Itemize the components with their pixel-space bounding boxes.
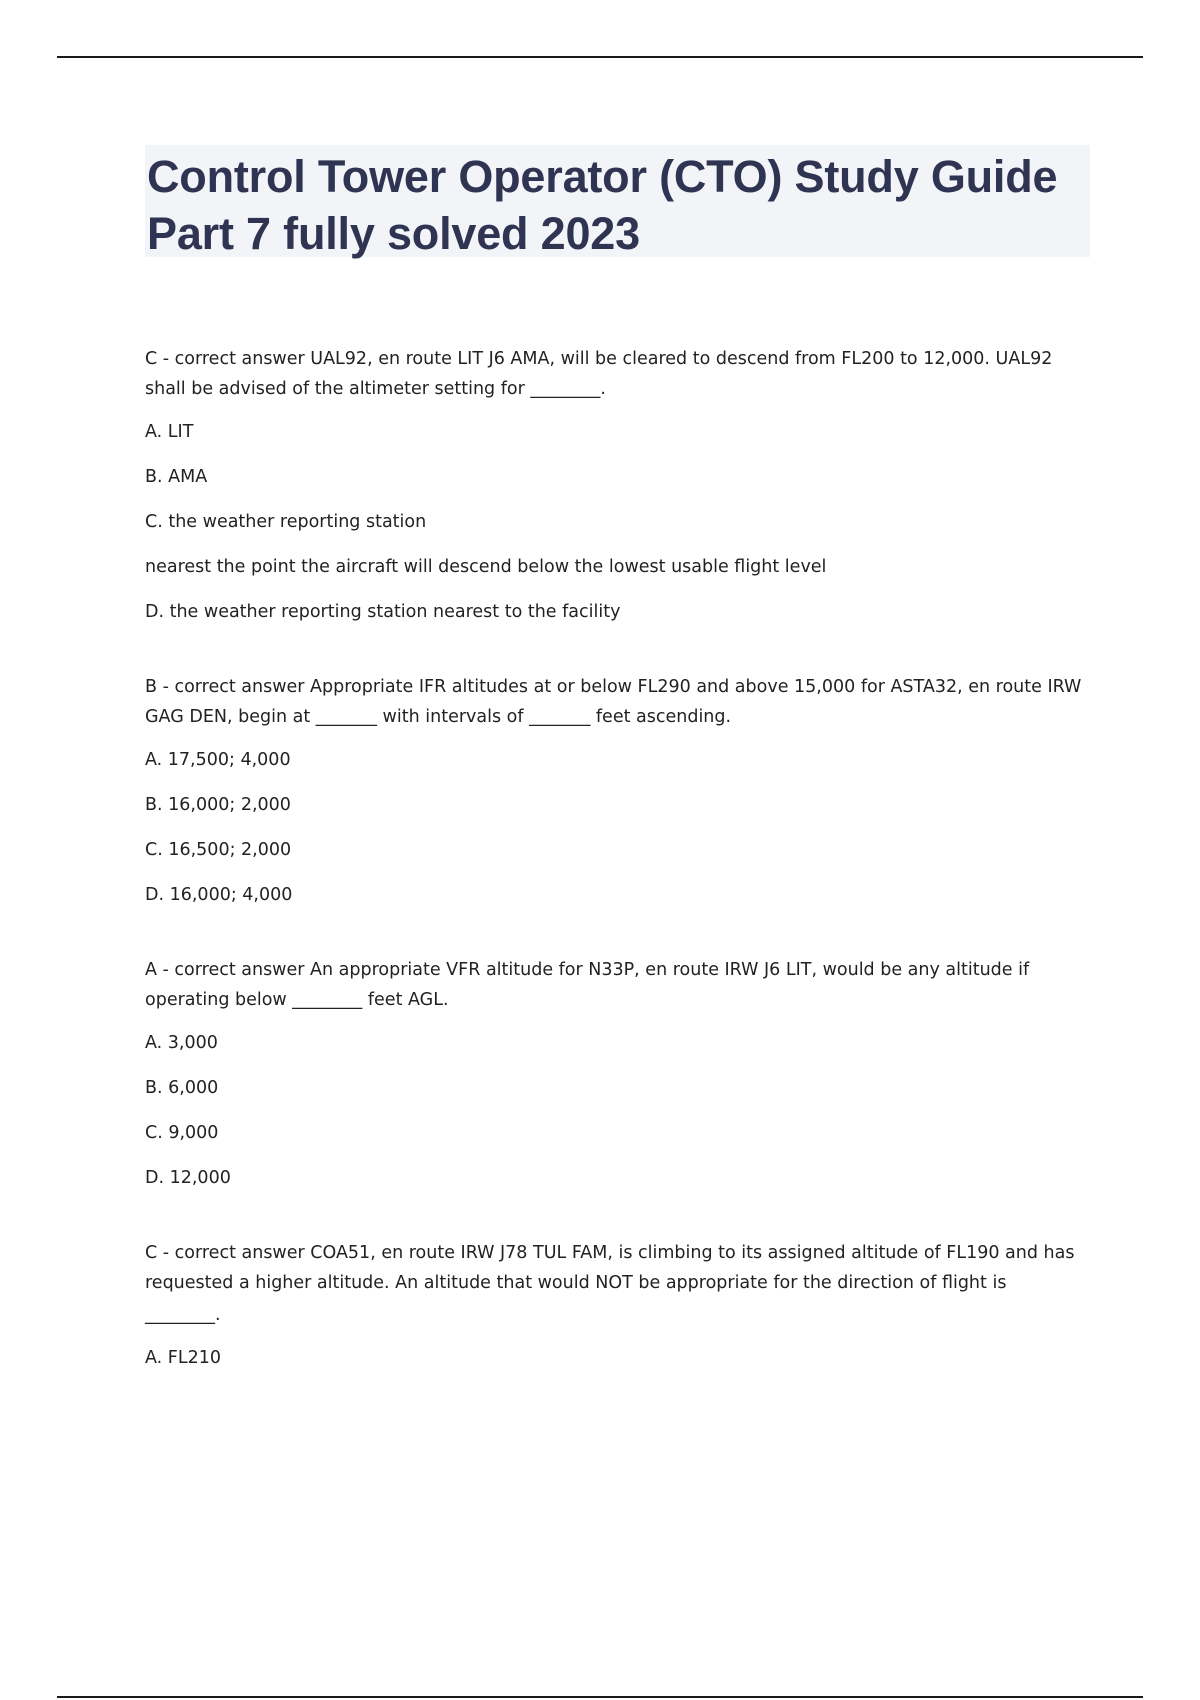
answer-option-continuation: nearest the point the aircraft will descend below the lowest usable flight level xyxy=(145,557,827,577)
answer-option: C. the weather reporting station xyxy=(145,512,427,532)
question-stem-text: C - correct answer COA51, en route IRW J78 TUL FAM, is climbing to its assigned altitude of FL190 and has requested a higher altitude. An altitude that would NOT be appropriate for the direction of flight is xyxy=(145,1243,1075,1293)
document-content xyxy=(145,344,1090,1388)
question-1 xyxy=(145,344,1090,627)
title-banner xyxy=(145,145,1090,257)
answer-option: D. 12,000 xyxy=(145,1168,231,1188)
answer-option: D. the weather reporting station nearest to the facility xyxy=(145,602,621,622)
question-3 xyxy=(145,955,1090,1193)
answer-option: C. 9,000 xyxy=(145,1123,219,1143)
answer-option: A. LIT xyxy=(145,422,194,442)
question-2 xyxy=(145,672,1090,910)
top-rule xyxy=(57,56,1143,58)
question-stem: B - correct answer Appropriate IFR altitudes at or below FL290 and above 15,000 for ASTA32, en route IRW GAG DEN, begin at _______ with intervals of _______ feet ascending. xyxy=(145,677,1082,727)
answer-option: B. AMA xyxy=(145,467,208,487)
question-4 xyxy=(145,1238,1090,1373)
question-stem: C - correct answer UAL92, en route LIT J6 AMA, will be cleared to descend from FL200 to 12,000. UAL92 shall be advised of the altimeter setting for ________. xyxy=(145,349,1053,399)
answer-option: A. 3,000 xyxy=(145,1033,218,1053)
bottom-rule xyxy=(57,1696,1143,1698)
answer-option: B. 16,000; 2,000 xyxy=(145,795,291,815)
document-title: Control Tower Operator (CTO) Study Guide Part 7 fully solved 2023 xyxy=(147,151,1058,259)
question-stem: A - correct answer An appropriate VFR altitude for N33P, en route IRW J6 LIT, would be any altitude if operating below ________ feet AGL. xyxy=(145,960,1030,1010)
question-stem xyxy=(145,1238,1090,1330)
answer-option: A. FL210 xyxy=(145,1348,222,1368)
answer-option: C. 16,500; 2,000 xyxy=(145,840,292,860)
answer-option: B. 6,000 xyxy=(145,1078,219,1098)
question-stem-blank: ________. xyxy=(145,1305,221,1325)
answer-option: D. 16,000; 4,000 xyxy=(145,885,293,905)
answer-option: A. 17,500; 4,000 xyxy=(145,750,291,770)
